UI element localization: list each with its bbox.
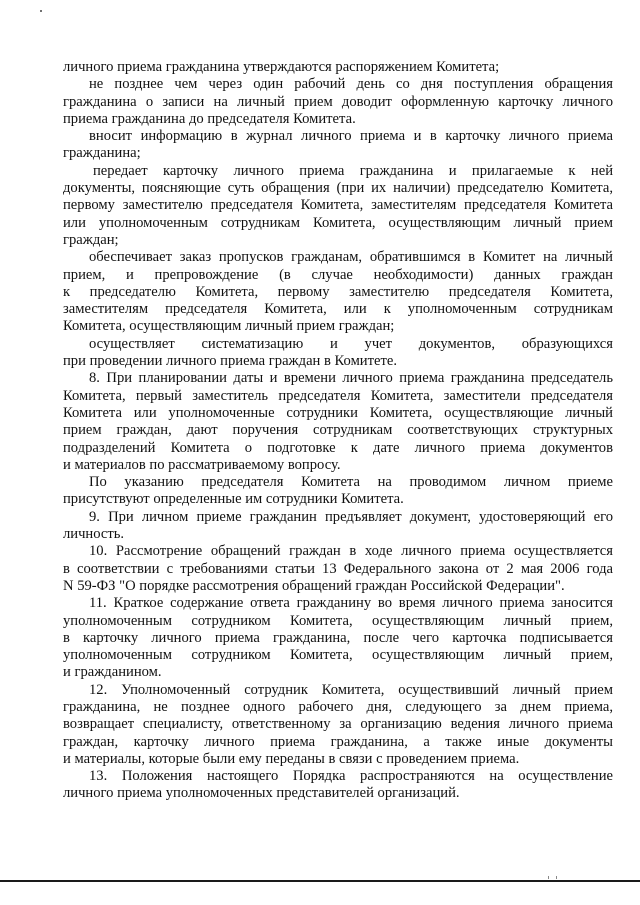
text-line: По указанию председателя Комитета на проводимом личном приеме [89, 474, 613, 491]
scan-mark [548, 876, 549, 879]
text-line: гражданина, не позднее одного рабочего дня, следующего за днем приема, [63, 698, 613, 715]
text-line: вносит информацию в журнал личного приема и в карточку личного приема [89, 128, 613, 145]
text-line: приема гражданина до председателя Комитета. [63, 110, 356, 127]
text-line: личного приема гражданина утверждаются распоряжением Комитета; [63, 59, 500, 75]
text-line: не позднее чем через один рабочий день со дня поступления обращения [89, 76, 613, 93]
text-line: прием, и препровождение (в случае необходимости) данных граждан [63, 266, 613, 283]
document-body [63, 59, 613, 803]
text-line: заместителям председателя Комитета, или к уполномоченным сотрудникам [63, 301, 613, 318]
text-line: подразделений Комитета о подготовке к дате личного приема документов [63, 439, 613, 456]
text-line: личного приема уполномоченных представителей организаций. [63, 785, 460, 802]
text-line: Комитета или уполномоченные сотрудники Комитета, осуществляющие личный [63, 404, 613, 421]
text-line: или уполномоченным сотрудникам Комитета, осуществляющим личный прием [63, 214, 613, 231]
text-line: 8. При планировании даты и времени личного приема гражданина председатель [89, 370, 613, 387]
text-line: Комитета, первый заместитель председателя Комитета, заместители председателя [63, 387, 613, 404]
text-line: личность. [63, 526, 125, 543]
text-line: в карточку личного приема гражданина, после чего карточка подписывается [63, 629, 613, 646]
text-line: граждан; [63, 231, 119, 248]
page-bottom-rule [0, 880, 640, 882]
text-line: прием граждан, дают поручения сотрудникам соответствующих структурных [63, 422, 613, 439]
text-line: при проведении личного приема граждан в Комитете. [63, 353, 397, 370]
text-line: передает карточку личного приема гражданина и прилагаемые к ней [93, 162, 613, 179]
text-line: осуществляет систематизацию и учет документов, образующихся [89, 335, 613, 352]
text-line: первому заместителю председателя Комитета, заместителям председателя Комитета [63, 197, 613, 214]
scan-speck [40, 10, 42, 12]
text-line: и гражданином. [63, 664, 162, 681]
text-line: и материалы, которые были ему переданы в связи с проведением приема. [63, 750, 520, 767]
text-line: обеспечивает заказ пропусков гражданам, обратившимся в Комитет на личный [89, 249, 613, 266]
text-line: Комитета, осуществляющим личный прием граждан; [63, 318, 395, 335]
text-line: граждан, карточку личного приема гражданина, а также иные документы [63, 733, 613, 750]
text-line: N 59-ФЗ "О порядке рассмотрения обращений граждан Российской Федерации". [63, 577, 565, 594]
text-line: возвращает специалисту, ответственному за организацию ведения личного приема [63, 716, 613, 733]
text-line: 12. Уполномоченный сотрудник Комитета, осуществивший личный прием [89, 681, 613, 698]
text-line: документы, поясняющие суть обращения (при их наличии) председателю Комитета, [63, 180, 613, 197]
text-line: присутствуют определенные им сотрудники Комитета. [63, 491, 404, 508]
text-line: 13. Положения настоящего Порядка распространяются на осуществление [89, 768, 613, 785]
text-line: гражданина о записи на личный прием доводит оформленную карточку личного [63, 93, 613, 110]
text-line: гражданина; [63, 145, 141, 162]
scan-mark [556, 876, 557, 879]
text-line: и материалов по рассматриваемому вопросу. [63, 456, 341, 473]
text-line: уполномоченным сотрудником Комитета, осуществляющим личный прием, [63, 647, 613, 664]
text-line: уполномоченным сотрудником Комитета, осуществляющим личный прием, [63, 612, 613, 629]
text-line: к председателю Комитета, первому заместителю председателя Комитета, [63, 283, 613, 300]
text-line: 10. Рассмотрение обращений граждан в ходе личного приема осуществляется [89, 543, 613, 560]
text-line: 11. Краткое содержание ответа гражданину во время личного приема заносится [89, 595, 613, 612]
text-line: 9. При личном приеме гражданин предъявляет документ, удостоверяющий его [89, 508, 613, 525]
text-line: в соответствии с требованиями статьи 13 Федерального закона от 2 мая 2006 года [63, 560, 613, 577]
